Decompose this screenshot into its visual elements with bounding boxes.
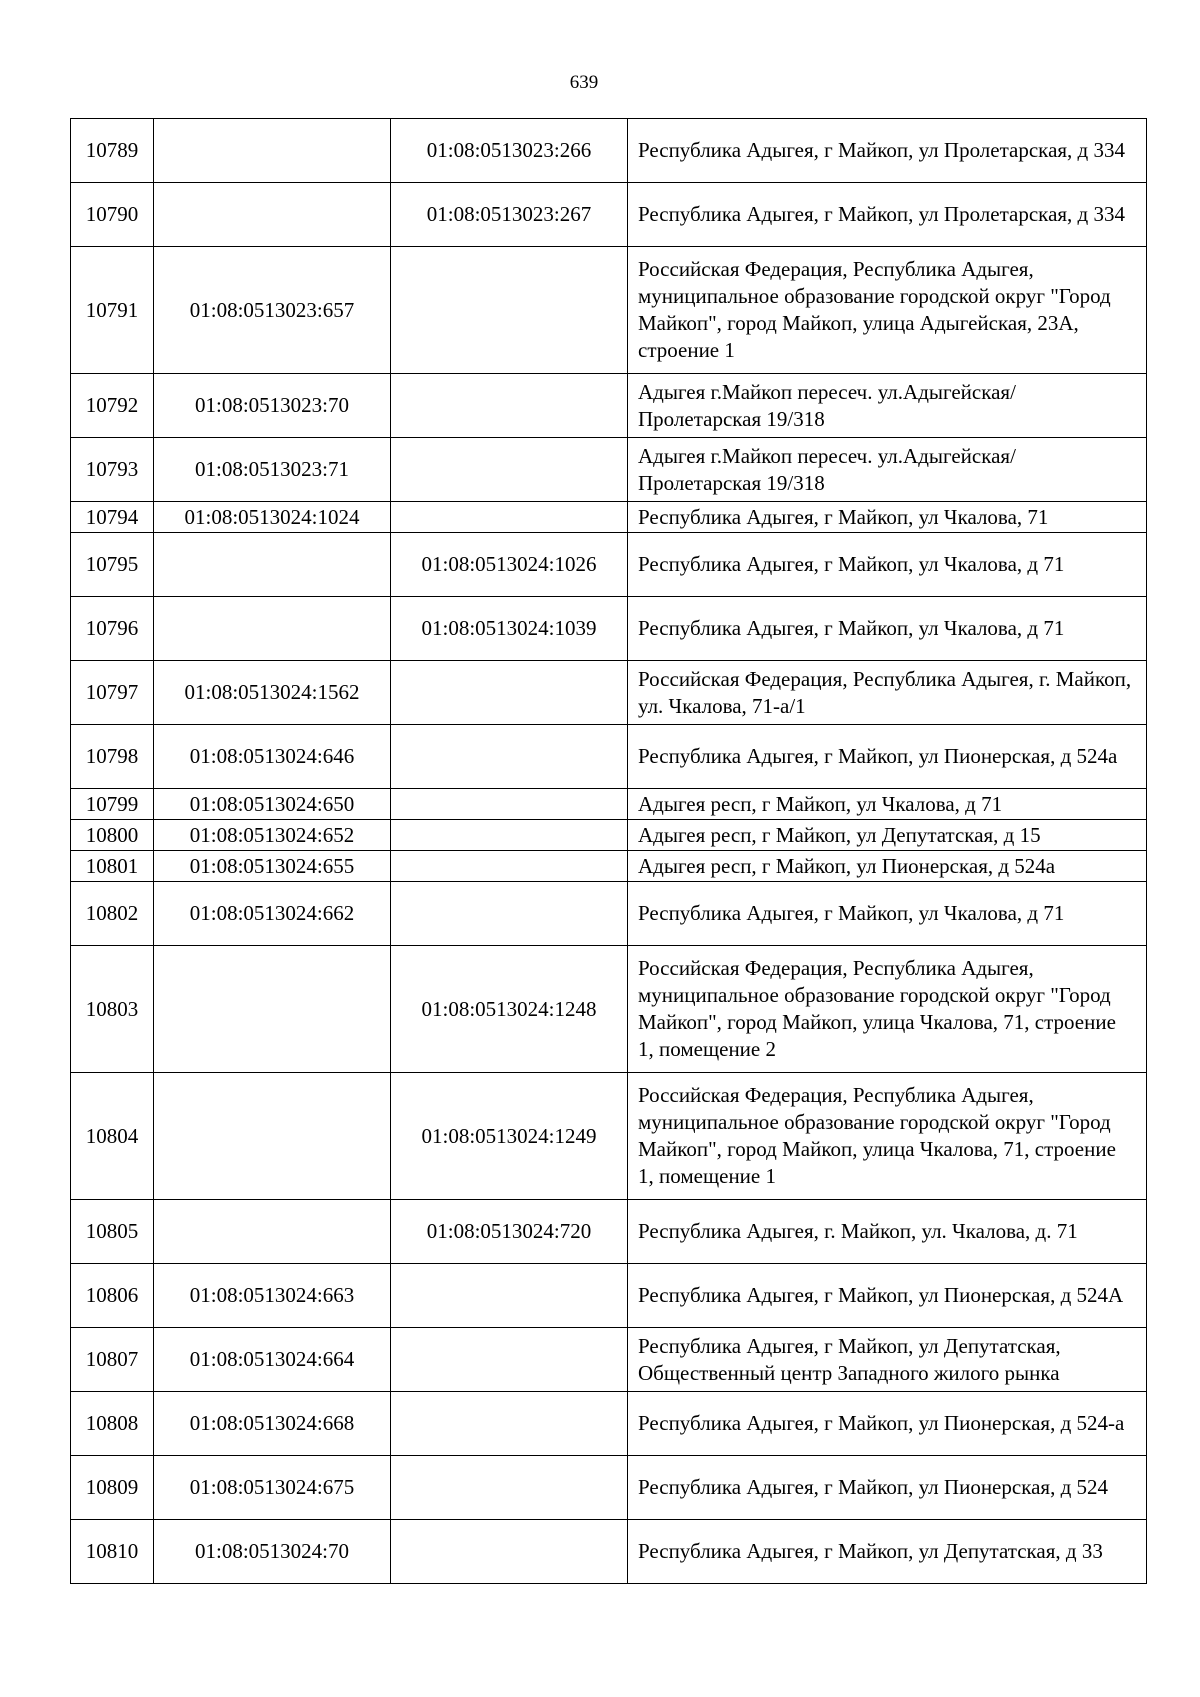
table-row — [71, 946, 1147, 1073]
land-cadastral-number — [154, 1073, 391, 1200]
land-cadastral-number: 01:08:0513024:70 — [154, 1520, 391, 1584]
address: Республика Адыгея, г Майкоп, ул Чкалова, д 71 — [628, 882, 1147, 946]
building-cadastral-number — [391, 502, 628, 533]
land-cadastral-number — [154, 119, 391, 183]
land-cadastral-number: 01:08:0513024:646 — [154, 725, 391, 789]
address: Российская Федерация, Республика Адыгея, муниципальное образование городской округ "Город Майкоп", город Майкоп, улица Чкалова, 71, строение 1, помещение 1 — [628, 1073, 1147, 1200]
table-row — [71, 119, 1147, 183]
address: Республика Адыгея, г Майкоп, ул Пионерская, д 524-а — [628, 1392, 1147, 1456]
land-cadastral-number — [154, 183, 391, 247]
table-row — [71, 661, 1147, 725]
address: Республика Адыгея, г. Майкоп, ул. Чкалова, д. 71 — [628, 1200, 1147, 1264]
building-cadastral-number: 01:08:0513024:1248 — [391, 946, 628, 1073]
row-number: 10803 — [71, 946, 154, 1073]
registry-table — [70, 118, 1147, 1584]
land-cadastral-number — [154, 1200, 391, 1264]
table-row — [71, 1328, 1147, 1392]
land-cadastral-number: 01:08:0513024:664 — [154, 1328, 391, 1392]
address: Российская Федерация, Республика Адыгея, муниципальное образование городской округ "Город Майкоп", город Майкоп, улица Адыгейская, 23А, строение 1 — [628, 247, 1147, 374]
table-row — [71, 247, 1147, 374]
row-number: 10798 — [71, 725, 154, 789]
building-cadastral-number: 01:08:0513024:1026 — [391, 533, 628, 597]
land-cadastral-number — [154, 946, 391, 1073]
table-row — [71, 1200, 1147, 1264]
address: Республика Адыгея, г Майкоп, ул Пионерская, д 524А — [628, 1264, 1147, 1328]
table-row — [71, 1073, 1147, 1200]
table-row — [71, 438, 1147, 502]
table-row — [71, 183, 1147, 247]
table-row — [71, 789, 1147, 820]
table-row — [71, 725, 1147, 789]
address: Адыгея респ, г Майкоп, ул Пионерская, д 524а — [628, 851, 1147, 882]
building-cadastral-number — [391, 1456, 628, 1520]
address: Республика Адыгея, г Майкоп, ул Депутатская, д 33 — [628, 1520, 1147, 1584]
building-cadastral-number — [391, 1264, 628, 1328]
building-cadastral-number — [391, 374, 628, 438]
row-number: 10789 — [71, 119, 154, 183]
table-row — [71, 1392, 1147, 1456]
address: Адыгея респ, г Майкоп, ул Чкалова, д 71 — [628, 789, 1147, 820]
table-row — [71, 1456, 1147, 1520]
address: Республика Адыгея, г Майкоп, ул Чкалова, д 71 — [628, 533, 1147, 597]
land-cadastral-number — [154, 533, 391, 597]
land-cadastral-number: 01:08:0513024:652 — [154, 820, 391, 851]
row-number: 10801 — [71, 851, 154, 882]
row-number: 10800 — [71, 820, 154, 851]
row-number: 10795 — [71, 533, 154, 597]
row-number: 10793 — [71, 438, 154, 502]
building-cadastral-number — [391, 725, 628, 789]
address: Адыгея г.Майкоп пересеч. ул.Адыгейская/Пролетарская 19/318 — [628, 438, 1147, 502]
address: Республика Адыгея, г Майкоп, ул Чкалова, 71 — [628, 502, 1147, 533]
address: Республика Адыгея, г Майкоп, ул Пролетарская, д 334 — [628, 119, 1147, 183]
row-number: 10804 — [71, 1073, 154, 1200]
row-number: 10808 — [71, 1392, 154, 1456]
table-row — [71, 597, 1147, 661]
land-cadastral-number: 01:08:0513024:1024 — [154, 502, 391, 533]
row-number: 10807 — [71, 1328, 154, 1392]
address: Адыгея респ, г Майкоп, ул Депутатская, д 15 — [628, 820, 1147, 851]
row-number: 10792 — [71, 374, 154, 438]
building-cadastral-number: 01:08:0513024:720 — [391, 1200, 628, 1264]
building-cadastral-number — [391, 789, 628, 820]
row-number: 10791 — [71, 247, 154, 374]
building-cadastral-number — [391, 247, 628, 374]
building-cadastral-number — [391, 438, 628, 502]
table-row — [71, 502, 1147, 533]
land-cadastral-number: 01:08:0513023:71 — [154, 438, 391, 502]
row-number: 10805 — [71, 1200, 154, 1264]
row-number: 10802 — [71, 882, 154, 946]
building-cadastral-number: 01:08:0513023:266 — [391, 119, 628, 183]
table-row — [71, 882, 1147, 946]
building-cadastral-number — [391, 1328, 628, 1392]
building-cadastral-number: 01:08:0513024:1039 — [391, 597, 628, 661]
address: Республика Адыгея, г Майкоп, ул Депутатская, Общественный центр Западного жилого рынка — [628, 1328, 1147, 1392]
address: Республика Адыгея, г Майкоп, ул Пионерская, д 524а — [628, 725, 1147, 789]
address: Республика Адыгея, г Майкоп, ул Пионерская, д 524 — [628, 1456, 1147, 1520]
table-row — [71, 374, 1147, 438]
address: Российская Федерация, Республика Адыгея, муниципальное образование городской округ "Город Майкоп", город Майкоп, улица Чкалова, 71, строение 1, помещение 2 — [628, 946, 1147, 1073]
building-cadastral-number — [391, 661, 628, 725]
row-number: 10797 — [71, 661, 154, 725]
address: Адыгея г.Майкоп пересеч. ул.Адыгейская/Пролетарская 19/318 — [628, 374, 1147, 438]
row-number: 10794 — [71, 502, 154, 533]
building-cadastral-number — [391, 851, 628, 882]
building-cadastral-number: 01:08:0513023:267 — [391, 183, 628, 247]
address: Российская Федерация, Республика Адыгея, г. Майкоп, ул. Чкалова, 71-а/1 — [628, 661, 1147, 725]
land-cadastral-number: 01:08:0513024:1562 — [154, 661, 391, 725]
row-number: 10799 — [71, 789, 154, 820]
building-cadastral-number — [391, 1392, 628, 1456]
building-cadastral-number: 01:08:0513024:1249 — [391, 1073, 628, 1200]
table-row — [71, 1520, 1147, 1584]
land-cadastral-number: 01:08:0513024:663 — [154, 1264, 391, 1328]
row-number: 10790 — [71, 183, 154, 247]
page-number: 639 — [569, 72, 599, 93]
land-cadastral-number: 01:08:0513024:675 — [154, 1456, 391, 1520]
land-cadastral-number: 01:08:0513023:70 — [154, 374, 391, 438]
row-number: 10806 — [71, 1264, 154, 1328]
land-cadastral-number: 01:08:0513024:650 — [154, 789, 391, 820]
address: Республика Адыгея, г Майкоп, ул Чкалова, д 71 — [628, 597, 1147, 661]
land-cadastral-number: 01:08:0513024:662 — [154, 882, 391, 946]
land-cadastral-number: 01:08:0513024:655 — [154, 851, 391, 882]
row-number: 10810 — [71, 1520, 154, 1584]
land-cadastral-number: 01:08:0513024:668 — [154, 1392, 391, 1456]
building-cadastral-number — [391, 882, 628, 946]
building-cadastral-number — [391, 820, 628, 851]
building-cadastral-number — [391, 1520, 628, 1584]
row-number: 10809 — [71, 1456, 154, 1520]
table-row — [71, 851, 1147, 882]
land-cadastral-number — [154, 597, 391, 661]
row-number: 10796 — [71, 597, 154, 661]
land-cadastral-number: 01:08:0513023:657 — [154, 247, 391, 374]
table-row — [71, 820, 1147, 851]
table-row — [71, 1264, 1147, 1328]
table-row — [71, 533, 1147, 597]
address: Республика Адыгея, г Майкоп, ул Пролетарская, д 334 — [628, 183, 1147, 247]
